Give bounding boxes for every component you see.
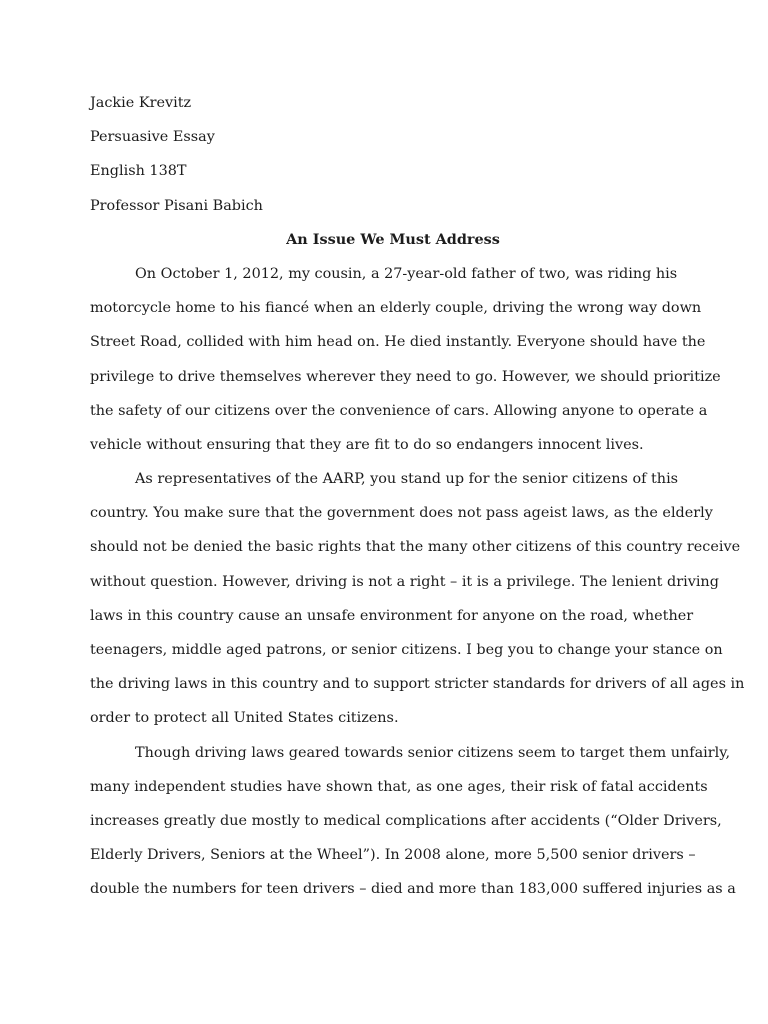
- paragraph-line: should not be denied the basic rights that the many other citizens of this country receive: [90, 539, 741, 556]
- paragraph-line: Street Road, collided with him head on. He died instantly. Everyone should have the: [90, 334, 706, 351]
- professor-name: Professor Pisani Babich: [90, 197, 263, 214]
- paragraph-line: the driving laws in this country and to support stricter standards for drivers of all ages in: [90, 676, 745, 693]
- paragraph-line: order to protect all United States citizens.: [90, 710, 399, 727]
- paragraph-line: double the numbers for teen drivers – died and more than 183,000 suffered injuries as a: [90, 881, 736, 898]
- paragraph-line: Though driving laws geared towards senior citizens seem to target them unfairly,: [135, 744, 731, 761]
- paragraph-line: teenagers, middle aged patrons, or senior citizens. I beg you to change your stance on: [90, 642, 723, 658]
- assignment-type: Persuasive Essay: [90, 129, 215, 146]
- paragraph-line: vehicle without ensuring that they are fit to do so endangers innocent lives.: [90, 436, 644, 453]
- paragraph-line: Elderly Drivers, Seniors at the Wheel”). In 2008 alone, more 5,500 senior drivers –: [90, 847, 696, 864]
- paragraph-line: many independent studies have shown that, as one ages, their risk of fatal accidents: [90, 778, 708, 795]
- paragraph-line: without question. However, driving is not a right – it is a privilege. The lenient driving: [90, 573, 719, 590]
- paragraph-line: On October 1, 2012, my cousin, a 27-year-old father of two, was riding his: [135, 265, 678, 282]
- paragraph-line: country. You make sure that the government does not pass ageist laws, as the elderly: [90, 505, 713, 522]
- paragraph-3: [90, 736, 736, 907]
- author-name: Jackie Krevitz: [90, 95, 192, 111]
- paragraph-line: the safety of our citizens over the convenience of cars. Allowing anyone to operate a: [90, 402, 708, 419]
- essay-title: An Issue We Must Address: [286, 230, 500, 248]
- paragraph-2: [90, 462, 745, 736]
- paragraph-1: [90, 257, 721, 462]
- paragraph-line: increases greatly due mostly to medical complications after accidents (“Older Drivers,: [90, 812, 722, 829]
- paragraph-line: laws in this country cause an unsafe environment for anyone on the road, whether: [90, 607, 694, 624]
- paragraph-line: privilege to drive themselves wherever they need to go. However, we should prioritize: [90, 368, 721, 385]
- paragraph-line: As representatives of the AARP, you stand up for the senior citizens of this: [135, 471, 679, 488]
- course-name: English 138T: [90, 163, 187, 180]
- paragraph-line: motorcycle home to his fiancé when an elderly couple, driving the wrong way down: [90, 300, 702, 317]
- essay-body: [90, 86, 745, 907]
